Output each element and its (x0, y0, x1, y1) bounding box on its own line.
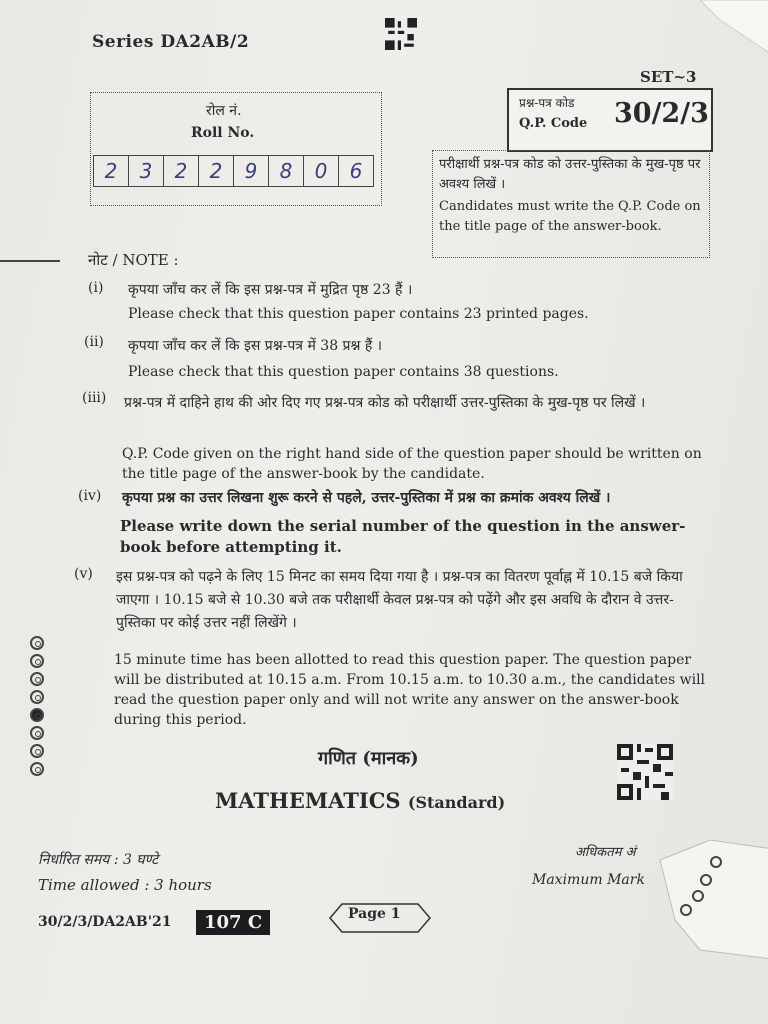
page-indicator (320, 900, 436, 940)
roll-digit-cell: 2 (199, 156, 234, 187)
note-item-hindi: इस प्रश्न-पत्र को पढ़ने के लिए 15 मिनट का समय दिया गया है । प्रश्न-पत्र का वितरण पूर्वाह्न में 10.15 बजे किया जाएगा । 10.15 बजे से 10.30 बजे तक परीक्षार्थी केवल प्रश्न-पत्र को पढ़ेंगे और इस अवधि के दौरान वे उत्तर-पुस्तिका पर कोई उत्तर नहीं लिखेंगे । (116, 569, 683, 631)
note-item-hindi: प्रश्न-पत्र में दाहिने हाथ की ओर दिए गए प्रश्न-पत्र कोड को परीक्षार्थी उत्तर-पुस्तिका के मुख-पृष्ठ पर लिखें । (124, 395, 646, 411)
series-label: Series DA2AB/2 (92, 32, 250, 52)
note-item-english: Please check that this question paper contains 38 questions. (128, 364, 559, 380)
torn-paper-corner (640, 840, 768, 960)
roll-digit-cell: 2 (93, 156, 129, 187)
roll-digit-cell: 9 (234, 156, 269, 187)
note-item-number: (iii) (82, 390, 107, 406)
note-item-english: Please check that this question paper contains 23 printed pages. (128, 306, 589, 322)
roll-digit-cell: 3 (129, 156, 164, 187)
note-item-hindi: कृपया प्रश्न का उत्तर लिखना शुरू करने से पहले, उत्तर-पुस्तिका में प्रश्न का क्रमांक अवश्य लिखें । (122, 490, 611, 506)
qp-code-label-hindi: प्रश्न-पत्र कोड (519, 96, 575, 110)
note-item-number: (iv) (78, 488, 102, 504)
filled-circle-icon (30, 708, 44, 722)
note-item-english: Please write down the serial number of the question in the answer-book before attempting it. (120, 517, 686, 556)
subject-variant: (Standard) (407, 793, 506, 812)
instruction-english: Candidates must write the Q.P. Code on the title page of the answer-book. (439, 199, 701, 234)
subject-title (215, 788, 505, 813)
roll-digit-cell: 6 (339, 156, 374, 187)
write-qp-code-instruction-box (432, 150, 710, 258)
torn-paper-top (690, 0, 768, 70)
maximum-marks-hindi: अधिकतम अं (575, 845, 636, 860)
note-heading: नोट / NOTE : (88, 251, 179, 269)
note-item-number: (ii) (84, 334, 104, 350)
registration-circles (30, 636, 50, 780)
divider (0, 260, 60, 262)
qr-code (617, 744, 673, 800)
paper-badge: 107 C (196, 910, 270, 935)
subject-name: MATHEMATICS (215, 788, 401, 813)
note-item-hindi: कृपया जाँच कर लें कि इस प्रश्न-पत्र में मुद्रित पृष्ठ 23 हैं । (128, 282, 413, 298)
note-item-number: (i) (88, 280, 104, 296)
circle-icon (30, 636, 44, 650)
note-item-hindi: कृपया जाँच कर लें कि इस प्रश्न-पत्र में 38 प्रश्न हैं । (128, 338, 383, 354)
qp-code-label: Q.P. Code (519, 116, 588, 131)
roll-number-box (90, 92, 382, 206)
roll-number-cells (93, 155, 374, 187)
circle-icon (30, 762, 44, 776)
instruction-hindi: परीक्षार्थी प्रश्न-पत्र कोड को उत्तर-पुस्तिका के मुख-पृष्ठ पर अवश्य लिखें । (439, 157, 701, 192)
roll-digit-cell: 0 (304, 156, 339, 187)
circle-icon (30, 744, 44, 758)
circle-icon (30, 672, 44, 686)
qp-code-box (507, 88, 713, 152)
qp-code-value: 30/2/3 (614, 98, 709, 129)
note-item-english: 15 minute time has been allotted to read this question paper. The question paper will be distributed at 10.15 a.m. From 10.15 a.m. to 10.30 a.m., the candidates will read the question paper only and will not write any answer on the answer-book during this period. (114, 652, 706, 728)
paper-code: 30/2/3/DA2AB'21 (38, 914, 172, 930)
roll-digit-cell: 2 (164, 156, 199, 187)
circle-icon (30, 726, 44, 740)
time-allowed-hindi: निर्धारित समय : 3 घण्टे (38, 852, 159, 868)
note-item-number: (v) (74, 566, 93, 582)
roll-label-hindi: रोल नं. (206, 103, 242, 119)
circle-icon (30, 690, 44, 704)
note-item-english: Q.P. Code given on the right hand side of the question paper should be written on the title page of the answer-book by the candidate. (122, 446, 702, 482)
page-number: Page 1 (348, 906, 401, 922)
roll-label: Roll No. (191, 125, 255, 141)
set-label: SET~3 (640, 68, 697, 86)
maximum-marks: Maximum Mark (532, 872, 645, 888)
time-allowed: Time allowed : 3 hours (38, 876, 212, 894)
qr-code-small (385, 18, 417, 50)
subject-title-hindi: गणित (मानक) (318, 748, 419, 769)
roll-digit-cell: 8 (269, 156, 304, 187)
circle-icon (30, 654, 44, 668)
